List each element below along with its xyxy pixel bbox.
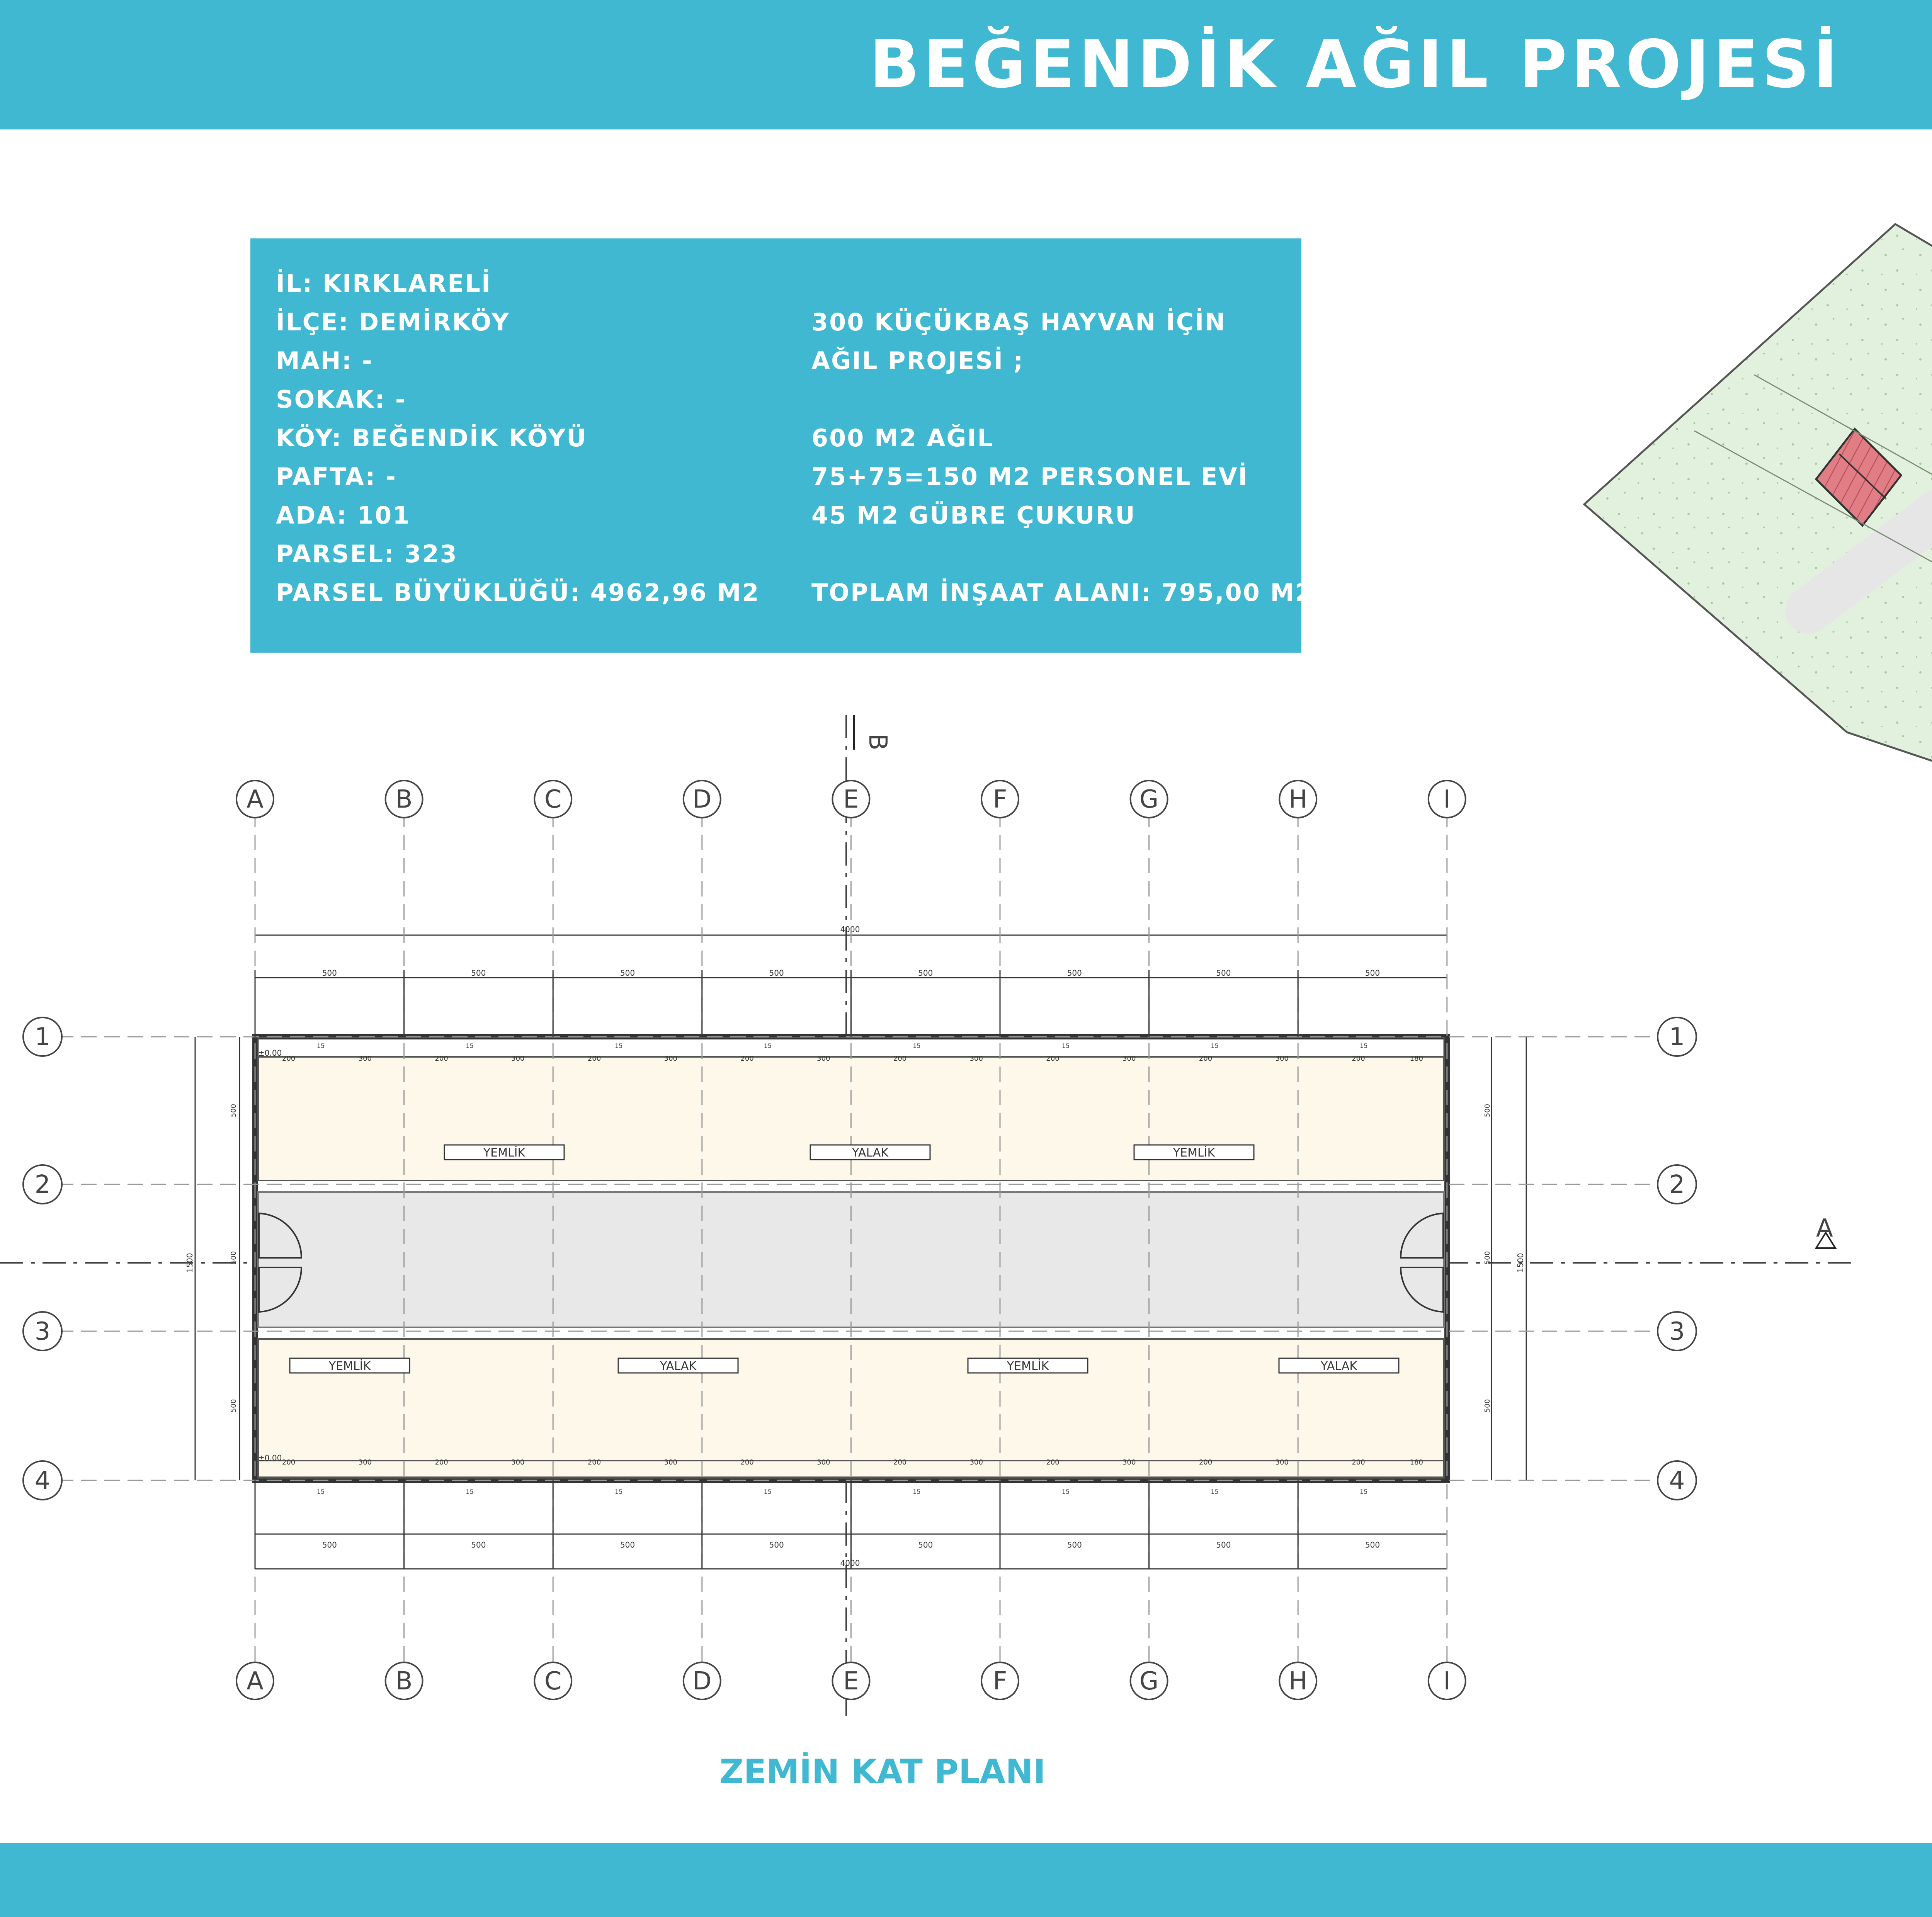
wall-segment-dimension: 200 [740, 1055, 754, 1063]
window-dimension: 15 [913, 1042, 921, 1050]
wall-segment-dimension: 200 [893, 1458, 907, 1466]
depth-dimension: 500 [1483, 1399, 1492, 1413]
bay-dimension: 500 [918, 1540, 933, 1550]
axis-label-4: 4 [1669, 1466, 1685, 1495]
bay-dimension: 500 [918, 968, 933, 978]
wall-segment-dimension: 300 [358, 1458, 372, 1466]
bay-dimension: 500 [1216, 1540, 1231, 1550]
depth-dimension: 500 [1483, 1104, 1492, 1118]
bay-dimension: 500 [1216, 968, 1231, 978]
wall-segment-dimension: 200 [587, 1458, 601, 1466]
info-block: ADA: 101 [276, 501, 411, 529]
info-district: İLÇE: DEMİRKÖY [276, 308, 510, 336]
axis-label-a: A [247, 1667, 264, 1696]
bay-dimension: 500 [471, 1540, 486, 1550]
wall-segment-dimension: 300 [664, 1055, 678, 1063]
window-dimension: 15 [466, 1042, 474, 1050]
info-barn-area: 600 M2 AĞIL [811, 424, 994, 452]
overall-width-bottom: 4000 [840, 1558, 860, 1568]
section-mark-b: B [863, 733, 892, 750]
axis-label-i: I [1443, 1667, 1451, 1696]
overall-depth-left: 1500 [185, 1253, 194, 1273]
wall-segment-dimension: 300 [1275, 1055, 1289, 1063]
info-village: KÖY: BEĞENDİK KÖYÜ [276, 424, 587, 452]
wall-segment-dimension: 300 [969, 1458, 983, 1466]
bay-dimension: 500 [322, 968, 337, 978]
window-dimension: 15 [615, 1488, 623, 1495]
axis-label-d: D [692, 1667, 712, 1696]
wall-segment-dimension: 200 [435, 1458, 448, 1466]
axis-label-h: H [1289, 785, 1308, 814]
bay-dimension: 500 [322, 1540, 337, 1550]
wall-segment-dimension: 180 [1410, 1055, 1423, 1063]
axis-label-3: 3 [1669, 1317, 1685, 1346]
wall-segment-dimension: 300 [817, 1055, 830, 1063]
overall-depth-right: 1500 [1516, 1253, 1525, 1273]
bay-dimension: 500 [1365, 968, 1380, 978]
wall-segment-dimension: 300 [1122, 1458, 1136, 1466]
info-province: İL: KIRKLARELİ [276, 269, 492, 298]
bay-dimension: 500 [1067, 1540, 1082, 1550]
window-dimension: 15 [1360, 1488, 1368, 1495]
wall-segment-dimension: 200 [1046, 1055, 1060, 1063]
axis-label-2: 2 [34, 1170, 51, 1199]
axis-label-g: G [1139, 785, 1159, 814]
info-street: SOKAK: - [276, 385, 406, 413]
axis-label-3: 3 [34, 1317, 51, 1346]
axis-label-h: H [1289, 1667, 1308, 1696]
info-total-area: TOPLAM İNŞAAT ALANI: 795,00 M2 [811, 578, 1313, 607]
depth-dimension: 500 [230, 1104, 238, 1118]
bottom-zone-label: YEMLİK [1007, 1359, 1049, 1373]
axis-label-b: B [395, 1667, 413, 1696]
axis-label-a: A [247, 785, 264, 814]
bay-dimension: 500 [1067, 968, 1082, 978]
window-dimension: 15 [1061, 1488, 1070, 1495]
wall-segment-dimension: 200 [1352, 1458, 1365, 1466]
footer-bar [0, 1843, 1932, 1917]
wall-segment-dimension: 200 [1199, 1055, 1213, 1063]
window-dimension: 15 [913, 1488, 921, 1495]
wall-segment-dimension: 180 [1410, 1458, 1423, 1466]
info-project-type: AĞIL PROJESİ ; [811, 347, 1024, 375]
wall-segment-dimension: 200 [587, 1055, 601, 1063]
wall-segment-dimension: 200 [435, 1055, 448, 1063]
axis-label-2: 2 [1669, 1170, 1685, 1199]
axis-label-e: E [843, 1667, 859, 1696]
depth-dimension: 500 [230, 1399, 238, 1413]
axis-label-1: 1 [1669, 1023, 1685, 1051]
axis-label-d: D [692, 785, 712, 814]
axis-label-c: C [544, 785, 562, 814]
wall-segment-dimension: 300 [511, 1055, 525, 1063]
wall-segment-dimension: 200 [893, 1055, 907, 1063]
axis-label-c: C [544, 1667, 562, 1696]
bay-dimension: 500 [471, 968, 486, 978]
info-parcel-size: PARSEL BÜYÜKLÜĞÜ: 4962,96 M2 [276, 578, 760, 607]
top-zone-label: YEMLİK [483, 1146, 526, 1160]
wall-segment-dimension: 200 [740, 1458, 754, 1466]
wall-segment-dimension: 200 [282, 1055, 296, 1063]
window-dimension: 15 [316, 1488, 325, 1495]
section-mark-a: A [1816, 1214, 1833, 1243]
wall-segment-dimension: 300 [969, 1055, 983, 1063]
overall-width-top: 4000 [840, 925, 860, 934]
window-dimension: 15 [764, 1488, 772, 1495]
top-zone-label: YALAK [852, 1146, 889, 1160]
wall-segment-dimension: 300 [511, 1458, 525, 1466]
axis-label-e: E [843, 785, 859, 814]
bay-dimension: 500 [620, 968, 635, 978]
axis-label-f: F [993, 1667, 1007, 1696]
axis-label-i: I [1443, 785, 1451, 814]
window-dimension: 15 [1360, 1042, 1368, 1050]
bay-dimension: 500 [769, 1540, 784, 1550]
floor-plan-caption: ZEMİN KAT PLANI [719, 1752, 1046, 1791]
bay-dimension: 500 [769, 968, 784, 978]
info-staff-house-area: 75+75=150 M2 PERSONEL EVİ [811, 463, 1248, 491]
bay-dimension: 500 [1365, 1540, 1380, 1550]
axis-label-4: 4 [34, 1466, 51, 1495]
axis-label-1: 1 [34, 1023, 51, 1051]
bottom-zone-label: YEMLİK [328, 1359, 371, 1373]
window-dimension: 15 [466, 1488, 474, 1495]
wall-segment-dimension: 300 [358, 1055, 372, 1063]
window-dimension: 15 [316, 1042, 325, 1050]
axis-label-g: G [1139, 1667, 1159, 1696]
wall-segment-dimension: 200 [1199, 1458, 1213, 1466]
info-manure-pit-area: 45 M2 GÜBRE ÇUKURU [811, 501, 1136, 529]
wall-segment-dimension: 300 [1122, 1055, 1136, 1063]
window-dimension: 15 [615, 1042, 623, 1050]
window-dimension: 15 [1211, 1042, 1219, 1050]
axis-label-f: F [993, 785, 1007, 814]
window-dimension: 15 [1061, 1042, 1070, 1050]
elevation-label-top: ±0.00 [258, 1048, 282, 1058]
bay-dimension: 500 [620, 1540, 635, 1550]
bottom-zone-label: YALAK [1320, 1359, 1357, 1373]
wall-segment-dimension: 200 [1046, 1458, 1060, 1466]
wall-segment-dimension: 300 [817, 1458, 830, 1466]
wall-segment-dimension: 200 [282, 1458, 296, 1466]
axis-label-b: B [395, 785, 413, 814]
wall-segment-dimension: 300 [1275, 1458, 1289, 1466]
elevation-label-bottom: ±0.00 [258, 1453, 282, 1463]
page-title: BEĞENDİK AĞIL PROJESİ [869, 26, 1842, 103]
wall-segment-dimension: 300 [664, 1458, 678, 1466]
info-sheet: PAFTA: - [276, 463, 397, 491]
info-capacity: 300 KÜÇÜKBAŞ HAYVAN İÇİN [811, 308, 1226, 336]
window-dimension: 15 [1211, 1488, 1219, 1495]
window-dimension: 15 [764, 1042, 772, 1050]
depth-dimension: 500 [230, 1251, 238, 1265]
floor-plan [0, 696, 1893, 1739]
project-info-box [250, 238, 1313, 653]
top-zone-label: YEMLİK [1173, 1146, 1215, 1160]
bottom-zone-label: YALAK [660, 1359, 697, 1373]
info-parcel: PARSEL: 323 [276, 540, 458, 568]
header-bar [0, 0, 1932, 129]
wall-segment-dimension: 200 [1352, 1055, 1365, 1063]
depth-dimension: 500 [1483, 1251, 1492, 1265]
info-neighbourhood: MAH: - [276, 347, 373, 375]
